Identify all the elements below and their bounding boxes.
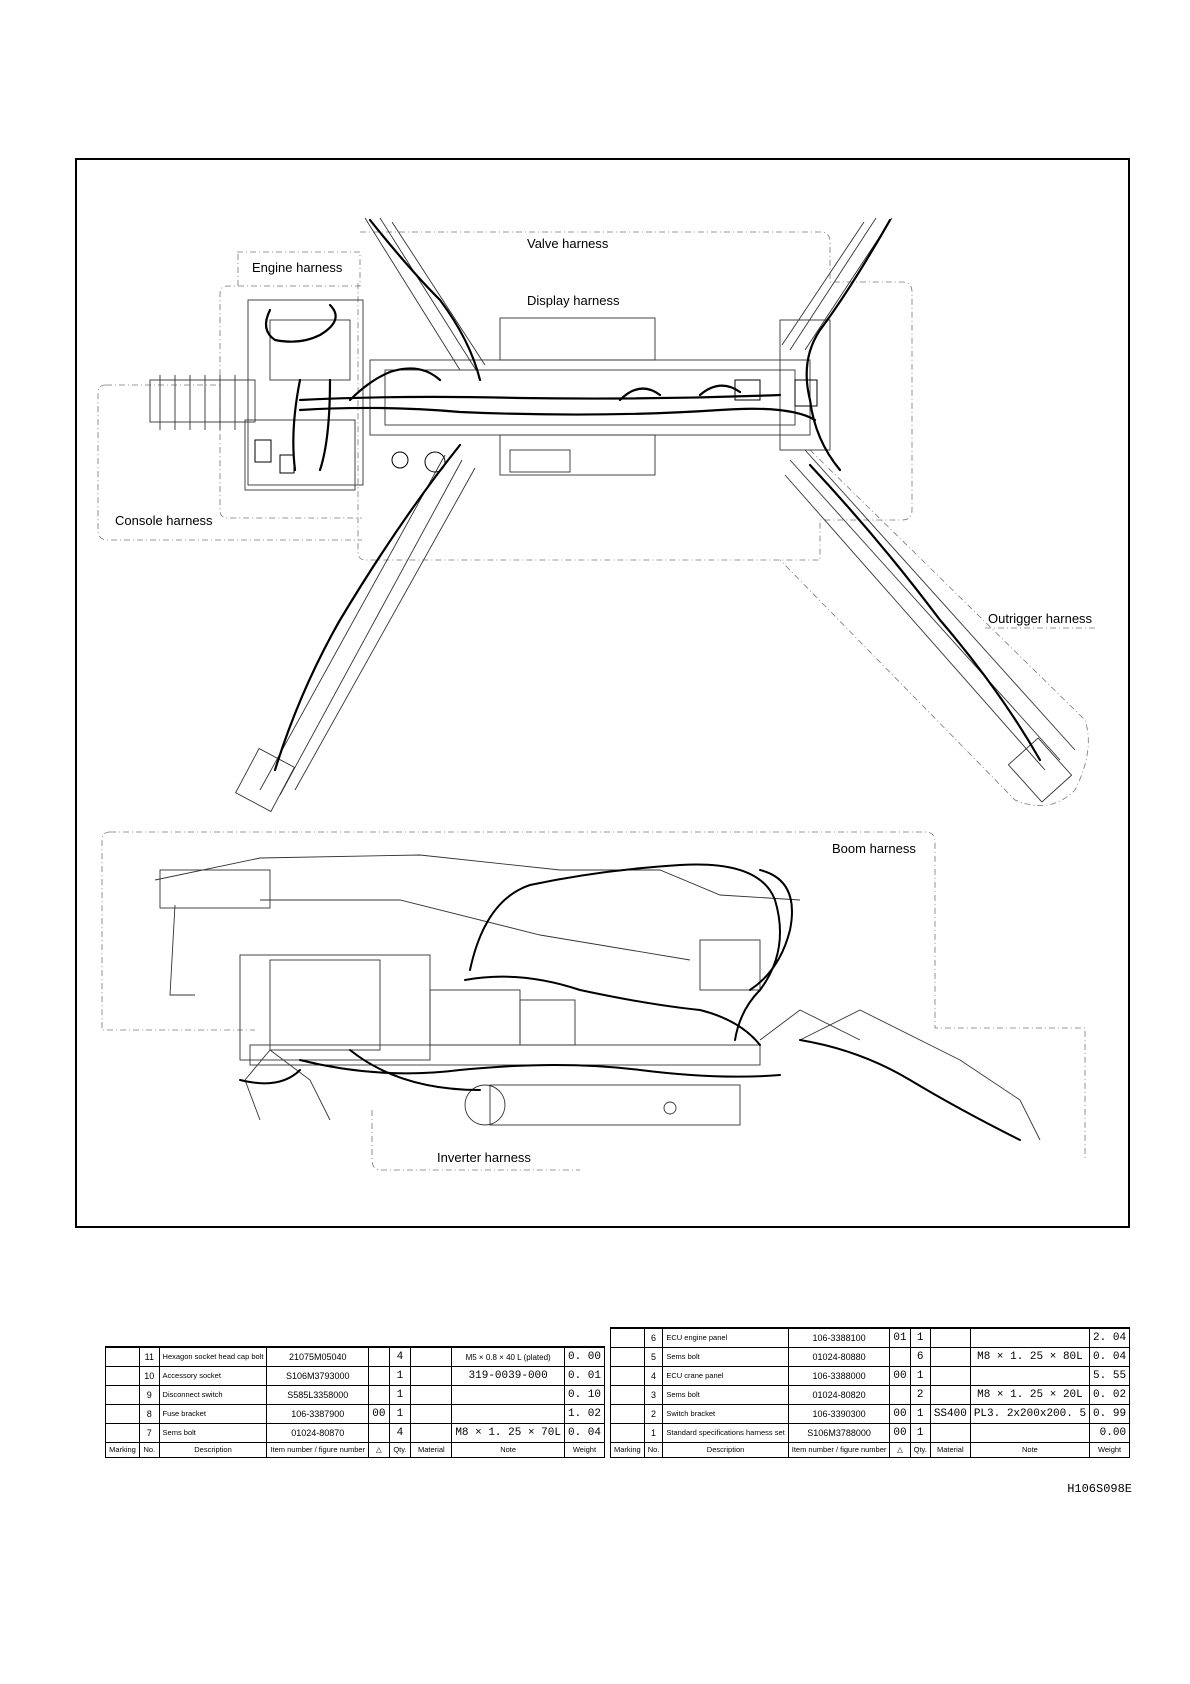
bom-cell-weight: 2. 04 (1090, 1328, 1130, 1348)
bom-header-cell: No. (140, 1443, 160, 1458)
bom-cell-marking (611, 1328, 645, 1348)
bom-cell-quantity: 1 (910, 1424, 930, 1443)
bom-header-cell: Marking (611, 1443, 645, 1458)
bom-cell-no: 11 (140, 1347, 160, 1367)
bom-cell-item-number: S585L3358000 (267, 1386, 369, 1405)
bom-cell-marking (611, 1424, 645, 1443)
bom-cell-no: 10 (140, 1367, 160, 1386)
bom-cell-revision (890, 1348, 910, 1367)
bom-cell-note (970, 1367, 1089, 1386)
bom-left-row (106, 1347, 605, 1367)
bom-cell-no: 2 (644, 1405, 663, 1424)
bom-cell-quantity: 1 (389, 1386, 411, 1405)
bom-cell-revision (369, 1347, 389, 1367)
bom-left-header-row (106, 1443, 605, 1458)
bom-cell-quantity: 2 (910, 1386, 930, 1405)
bom-left-row (106, 1367, 605, 1386)
bom-left-row (106, 1424, 605, 1443)
bom-cell-quantity: 4 (389, 1347, 411, 1367)
bom-cell-description: ECU engine panel (663, 1328, 788, 1348)
bom-cell-weight: 0. 01 (564, 1367, 604, 1386)
bom-cell-material (930, 1386, 970, 1405)
bom-cell-material (930, 1424, 970, 1443)
bom-cell-description: Sems bolt (663, 1348, 788, 1367)
bom-cell-material (411, 1405, 452, 1424)
bom-cell-description: Switch bracket (663, 1405, 788, 1424)
bom-header-cell: △ (369, 1443, 389, 1458)
bom-cell-marking (106, 1367, 140, 1386)
bom-cell-revision (369, 1386, 389, 1405)
bom-cell-note (970, 1424, 1089, 1443)
document-id: H106S098E (1067, 1482, 1132, 1496)
bom-cell-item-number: 106-3388000 (788, 1367, 890, 1386)
bom-cell-weight: 0. 10 (564, 1386, 604, 1405)
inverter-harness-label: Inverter harness (437, 1150, 531, 1165)
console-harness-label: Console harness (115, 513, 213, 528)
bom-cell-weight: 0. 04 (564, 1424, 604, 1443)
bom-cell-note: 319-0039-000 (452, 1367, 565, 1386)
bom-cell-item-number: 106-3387900 (267, 1405, 369, 1424)
bom-cell-note (452, 1405, 565, 1424)
bom-cell-item-number: 01024-80880 (788, 1348, 890, 1367)
display-harness-label: Display harness (527, 293, 620, 308)
bom-cell-revision: 00 (369, 1405, 389, 1424)
bom-cell-no: 7 (140, 1424, 160, 1443)
bom-cell-marking (611, 1367, 645, 1386)
bom-cell-weight: 0. 02 (1090, 1386, 1130, 1405)
bom-cell-revision: 00 (890, 1367, 910, 1386)
bom-right-row (611, 1367, 1130, 1386)
bom-left-row (106, 1405, 605, 1424)
bom-cell-item-number: 21075M05040 (267, 1347, 369, 1367)
bom-cell-material (930, 1348, 970, 1367)
bom-cell-quantity: 4 (389, 1424, 411, 1443)
bom-cell-no: 4 (644, 1367, 663, 1386)
bom-cell-quantity: 1 (389, 1367, 411, 1386)
bom-cell-quantity: 6 (910, 1348, 930, 1367)
bom-cell-marking (611, 1348, 645, 1367)
bom-header-cell: Weight (1090, 1443, 1130, 1458)
bom-cell-weight: 0.00 (1090, 1424, 1130, 1443)
bom-cell-material (411, 1424, 452, 1443)
bom-header-cell: No. (644, 1443, 663, 1458)
bom-cell-material: SS400 (930, 1405, 970, 1424)
bom-cell-quantity: 1 (910, 1405, 930, 1424)
bom-cell-no: 6 (644, 1328, 663, 1348)
bom-cell-no: 5 (644, 1348, 663, 1367)
bom-cell-marking (106, 1386, 140, 1405)
bom-cell-item-number: 01024-80870 (267, 1424, 369, 1443)
bom-cell-item-number: S106M3788000 (788, 1424, 890, 1443)
bom-header-cell: Item number / figure number (267, 1443, 369, 1458)
bom-cell-revision (890, 1386, 910, 1405)
bom-cell-description: Fuse bracket (159, 1405, 267, 1424)
bom-cell-material (411, 1367, 452, 1386)
bom-cell-marking (611, 1405, 645, 1424)
bom-cell-note (452, 1386, 565, 1405)
bom-cell-weight: 5. 55 (1090, 1367, 1130, 1386)
bom-right-row (611, 1424, 1130, 1443)
bom-cell-marking (611, 1386, 645, 1405)
bom-cell-no: 3 (644, 1386, 663, 1405)
bom-cell-description: Accessory socket (159, 1367, 267, 1386)
bom-cell-revision (369, 1367, 389, 1386)
bom-cell-marking (106, 1347, 140, 1367)
bom-cell-weight: 1. 02 (564, 1405, 604, 1424)
bom-cell-no: 9 (140, 1386, 160, 1405)
bom-cell-revision: 00 (890, 1405, 910, 1424)
bom-cell-note: M5 × 0.8 × 40 L (plated) (452, 1347, 565, 1367)
bom-cell-revision: 00 (890, 1424, 910, 1443)
outrigger-harness-label: Outrigger harness (988, 611, 1093, 626)
bom-cell-no: 8 (140, 1405, 160, 1424)
bom-cell-description: Sems bolt (663, 1386, 788, 1405)
bom-cell-weight: 0. 04 (1090, 1348, 1130, 1367)
bom-cell-item-number: 106-3388100 (788, 1328, 890, 1348)
bom-cell-marking (106, 1424, 140, 1443)
bom-header-cell: Material (930, 1443, 970, 1458)
bom-right-row (611, 1328, 1130, 1348)
bom-cell-marking (106, 1405, 140, 1424)
bom-cell-weight: 0. 99 (1090, 1405, 1130, 1424)
bom-header-cell: Note (452, 1443, 565, 1458)
bom-cell-weight: 0. 00 (564, 1347, 604, 1367)
bom-left-row (106, 1386, 605, 1405)
boom-harness-label: Boom harness (832, 841, 916, 856)
bom-header-cell: Qty. (910, 1443, 930, 1458)
bom-cell-item-number: S106M3793000 (267, 1367, 369, 1386)
bom-header-cell: Marking (106, 1443, 140, 1458)
bom-header-cell: Description (663, 1443, 788, 1458)
bom-cell-quantity: 1 (910, 1367, 930, 1386)
bom-cell-note: PL3. 2x200x200. 5 (970, 1405, 1089, 1424)
valve-harness-label: Valve harness (527, 236, 609, 251)
bom-cell-material (930, 1367, 970, 1386)
bom-cell-revision: 01 (890, 1328, 910, 1348)
bom-cell-revision (369, 1424, 389, 1443)
bom-cell-description: ECU crane panel (663, 1367, 788, 1386)
bom-cell-item-number: 106-3390300 (788, 1405, 890, 1424)
bom-cell-description: Standard specifications harness set (663, 1424, 788, 1443)
engine-harness-label: Engine harness (252, 260, 343, 275)
bom-header-cell: Note (970, 1443, 1089, 1458)
bom-header-cell: △ (890, 1443, 910, 1458)
bom-header-cell: Description (159, 1443, 267, 1458)
bom-cell-note (970, 1328, 1089, 1348)
bom-cell-note: M8 × 1. 25 × 80L (970, 1348, 1089, 1367)
bom-right-row (611, 1405, 1130, 1424)
bom-header-cell: Weight (564, 1443, 604, 1458)
bom-right-header-row (611, 1443, 1130, 1458)
bom-table-left (105, 1346, 605, 1458)
bom-cell-description: Disconnect switch (159, 1386, 267, 1405)
bom-cell-quantity: 1 (389, 1405, 411, 1424)
bom-header-cell: Material (411, 1443, 452, 1458)
bom-header-cell: Qty. (389, 1443, 411, 1458)
bom-cell-item-number: 01024-80820 (788, 1386, 890, 1405)
bom-cell-material (411, 1386, 452, 1405)
bom-right-row (611, 1348, 1130, 1367)
bom-cell-quantity: 1 (910, 1328, 930, 1348)
bom-cell-no: 1 (644, 1424, 663, 1443)
bom-table-right (610, 1327, 1130, 1458)
bom-cell-note: M8 × 1. 25 × 70L (452, 1424, 565, 1443)
bom-header-cell: Item number / figure number (788, 1443, 890, 1458)
bom-cell-material (930, 1328, 970, 1348)
bom-cell-material (411, 1347, 452, 1367)
bom-right-row (611, 1386, 1130, 1405)
bom-cell-description: Hexagon socket head cap bolt (159, 1347, 267, 1367)
bom-cell-description: Sems bolt (159, 1424, 267, 1443)
bom-cell-note: M8 × 1. 25 × 20L (970, 1386, 1089, 1405)
